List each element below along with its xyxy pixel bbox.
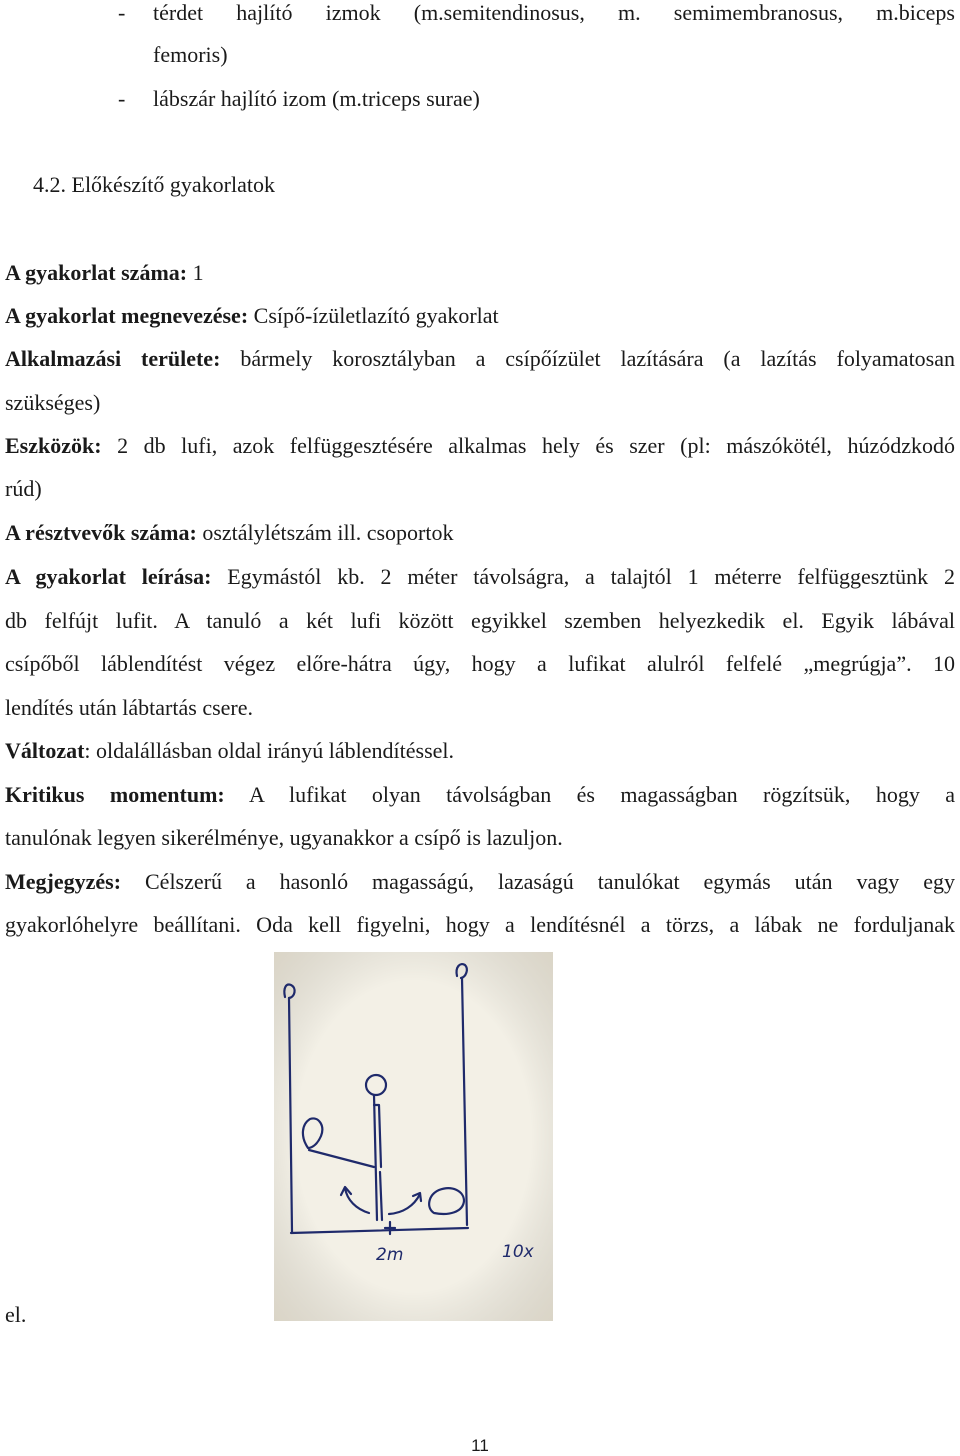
field-label: A gyakorlat megnevezése: [5, 303, 249, 328]
page-number: 11 [471, 1436, 489, 1455]
list-dash: - [118, 86, 126, 111]
note [5, 869, 955, 895]
field-value: Csípő-ízületlazító gyakorlat [253, 303, 499, 328]
tools-cont: rúd) [5, 476, 42, 501]
section-heading: 4.2. Előkészítő gyakorlatok [33, 172, 275, 197]
field-label: A gyakorlat száma: [5, 260, 188, 285]
description-line: lendítés után lábtartás csere. [5, 695, 254, 720]
field-value: bármely korosztályban a csípőízület lazítására (a lazítás folyamatosan [240, 346, 956, 371]
distance-label: 2m [376, 1245, 404, 1265]
field-value: osztálylétszám ill. csoportok [202, 520, 454, 545]
critical-moment [5, 782, 955, 808]
exercise-name [5, 303, 499, 329]
field-value: Célszerű a hasonló magasságú, lazaságú tanulókat egymás után vagy egy [145, 869, 955, 894]
field-value: : oldalállásban oldal irányú láblendítéssel. [84, 738, 455, 763]
description-line [5, 564, 955, 590]
list-dash: - [118, 0, 126, 25]
application-area-cont: szükséges) [5, 390, 101, 415]
exercise-sketch-photo [274, 952, 553, 1321]
tools [5, 433, 955, 459]
list-item-calf-flexor: lábszár hajlító izom (m.triceps surae) [153, 86, 480, 111]
description-line: csípőből láblendítést végez előre-hátra úgy, hogy a lufikat alulról felfelé „megrúgja”. 10 [5, 651, 955, 676]
field-label: Változat [5, 738, 85, 763]
repetitions-label: 10x [502, 1242, 534, 1262]
exercise-sketch [274, 952, 553, 1321]
list-item-knee-flexors-cont: femoris) [153, 42, 228, 67]
critical-moment-cont: tanulónak legyen sikerélménye, ugyanakkor a csípő is lazuljon. [5, 825, 563, 850]
field-label: A gyakorlat leírása: [5, 564, 212, 589]
field-value: A lufikat olyan távolságban és magasságban rögzítsük, hogy a [248, 782, 955, 807]
paper-shading [274, 952, 553, 1321]
variant [5, 738, 454, 764]
description-line: db felfújt lufit. A tanuló a két lufi között egyikkel szemben helyezkedik el. Egyik lábával [5, 608, 955, 633]
list-item-knee-flexors: térdet hajlító izmok (m.semitendinosus, m. semimembranosus, m.biceps [153, 0, 955, 25]
participants [5, 520, 453, 546]
field-value: 1 [192, 260, 204, 285]
field-value: 2 db lufi, azok felfüggesztésére alkalmas hely és szer (pl: mászókötél, húzódzkodó [117, 433, 955, 458]
application-area [5, 346, 955, 372]
field-value: Egymástól kb. 2 méter távolságra, a talajtól 1 méterre felfüggesztünk 2 [227, 564, 955, 589]
exercise-number [5, 260, 204, 286]
field-label: Megjegyzés: [5, 869, 122, 894]
field-label: Alkalmazási területe: [5, 346, 221, 371]
field-label: Kritikus momentum: [5, 782, 225, 807]
note-cont: el. [5, 1302, 27, 1327]
field-label: Eszközök: [5, 433, 102, 458]
note-cont: gyakorlóhelyre beállítani. Oda kell figyelni, hogy a lendítésnél a törzs, a lábak ne forduljanak [5, 912, 955, 937]
field-label: A résztvevők száma: [5, 520, 197, 545]
